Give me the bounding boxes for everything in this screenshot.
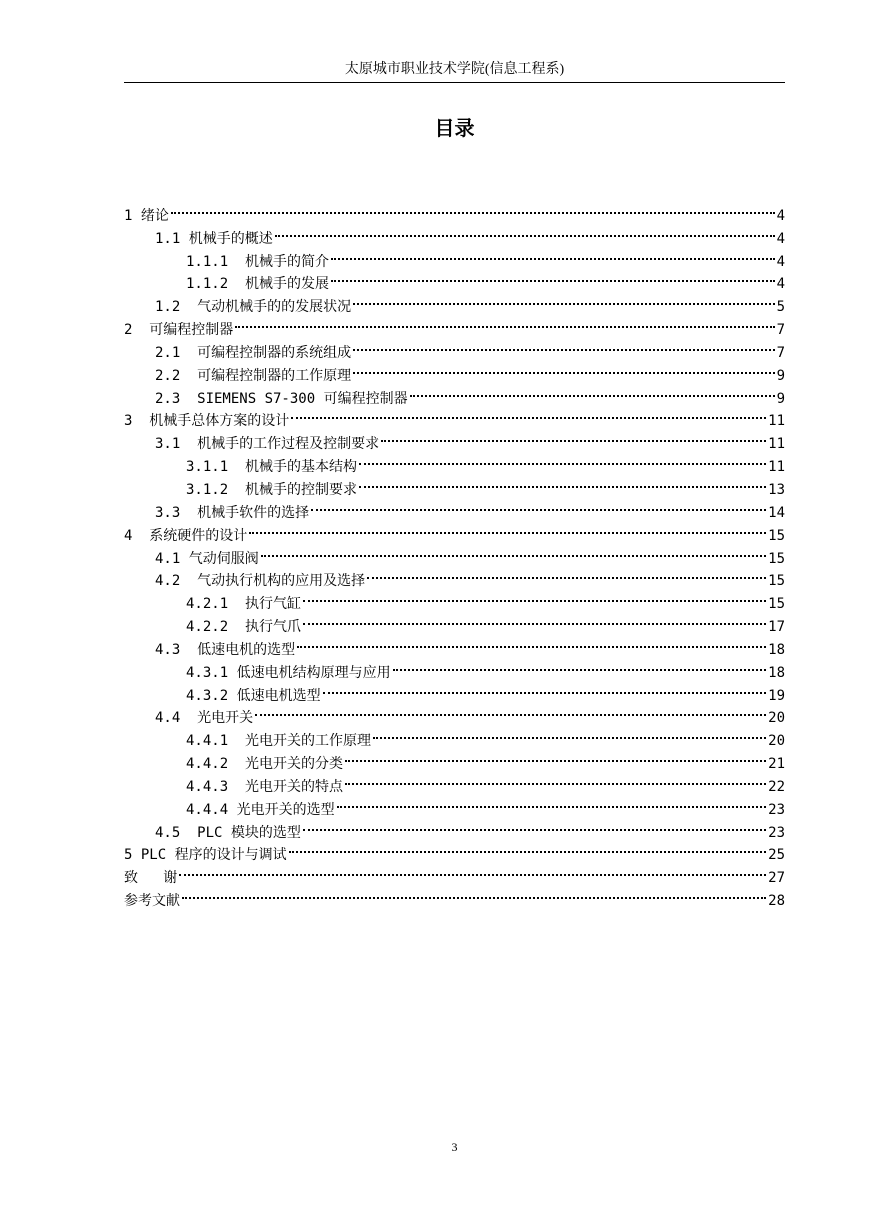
toc-entry-label: 3.1 机械手的工作过程及控制要求 (155, 436, 380, 453)
toc-dot-leader (359, 448, 766, 471)
toc-entry-page-number: 4 (776, 207, 785, 224)
toc-entry-label: 4.4.4 光电开关的选型 (186, 801, 335, 818)
toc-entry-label: 2.1 可编程控制器的系统组成 (155, 344, 352, 361)
toc-dot-leader (381, 425, 766, 448)
toc-entry[interactable] (124, 197, 785, 224)
toc-dot-leader (171, 197, 775, 220)
toc-entry-label: 致 谢 (124, 870, 178, 887)
toc-dot-leader (261, 540, 766, 563)
toc-entry-page-number: 11 (768, 413, 785, 430)
table-of-contents (124, 197, 785, 910)
toc-entry-label: 4.3.2 低速电机选型 (186, 687, 321, 704)
toc-dot-leader (345, 745, 766, 768)
header-divider (124, 82, 785, 83)
toc-dot-leader (337, 791, 767, 814)
toc-entry-page-number: 13 (768, 481, 785, 498)
toc-entry-page-number: 17 (768, 619, 785, 636)
toc-entry-page-number: 11 (768, 436, 785, 453)
toc-dot-leader (410, 380, 775, 403)
toc-entry-page-number: 20 (768, 710, 785, 727)
toc-dot-leader (331, 266, 775, 289)
toc-entry-label: 1 绪论 (124, 207, 169, 224)
toc-entry[interactable] (124, 220, 785, 247)
toc-entry-page-number: 5 (776, 299, 785, 316)
toc-entry-page-number: 18 (768, 641, 785, 658)
toc-entry-label: 4.4.1 光电开关的工作原理 (186, 733, 372, 750)
toc-entry-label: 3.1.2 机械手的控制要求 (186, 481, 358, 498)
toc-entry-label: 1.1 机械手的概述 (155, 230, 273, 247)
toc-dot-leader (353, 288, 774, 311)
toc-entry-page-number: 27 (768, 870, 785, 887)
toc-entry-page-number: 15 (768, 596, 785, 613)
toc-entry-label: 4.2.2 执行气爪 (186, 619, 302, 636)
toc-entry-page-number: 20 (768, 733, 785, 750)
page-title: 目录 (434, 116, 475, 140)
toc-entry[interactable] (124, 859, 785, 887)
toc-entry-page-number: 9 (776, 390, 785, 407)
toc-entry-label: 3 机械手总体方案的设计 (124, 413, 290, 430)
toc-dot-leader (303, 608, 766, 631)
toc-entry-label: 3.1.1 机械手的基本结构 (186, 459, 358, 476)
toc-dot-leader (289, 837, 767, 860)
toc-entry-label: 4.2.1 执行气缸 (186, 596, 302, 613)
toc-entry-label: 4.2 气动执行机构的应用及选择 (155, 573, 366, 590)
toc-entry-label: 1.1.2 机械手的发展 (186, 276, 330, 293)
toc-entry[interactable] (124, 882, 785, 910)
toc-entry-label: 2 可编程控制器 (124, 322, 234, 339)
toc-dot-leader (297, 631, 766, 654)
toc-dot-leader (275, 220, 775, 243)
toc-entry-page-number: 11 (768, 459, 785, 476)
toc-dot-leader (393, 654, 767, 677)
toc-dot-leader (303, 585, 766, 608)
toc-entry-page-number: 15 (768, 550, 785, 567)
toc-entry-label: 1.1.1 机械手的简介 (186, 253, 330, 270)
toc-entry-label: 5 PLC 程序的设计与调试 (124, 847, 287, 864)
toc-dot-leader (359, 471, 766, 494)
toc-entry-label: 2.3 SIEMENS S7-300 可编程控制器 (155, 390, 408, 407)
toc-entry-page-number: 4 (776, 276, 785, 293)
toc-dot-leader (373, 722, 766, 745)
toc-entry-page-number: 15 (768, 573, 785, 590)
toc-entry-page-number: 25 (768, 847, 785, 864)
toc-entry-page-number: 14 (768, 504, 785, 521)
running-header: 太原城市职业技术学院(信息工程系) (344, 62, 565, 77)
toc-entry-page-number: 18 (768, 664, 785, 681)
toc-entry-page-number: 23 (768, 801, 785, 818)
toc-entry-page-number: 7 (776, 322, 785, 339)
toc-dot-leader (179, 859, 766, 882)
toc-entry-label: 4.1 气动伺服阀 (155, 550, 259, 567)
toc-entry-label: 4 系统硬件的设计 (124, 527, 248, 544)
toc-dot-leader (345, 768, 766, 791)
toc-dot-leader (291, 403, 766, 426)
toc-dot-leader (331, 243, 775, 266)
toc-dot-leader (311, 494, 766, 517)
toc-entry-label: 3.3 机械手软件的选择 (155, 504, 310, 521)
toc-entry-page-number: 4 (776, 230, 785, 247)
toc-entry-page-number: 23 (768, 824, 785, 841)
toc-dot-leader (353, 357, 774, 380)
toc-dot-leader (235, 311, 774, 334)
toc-entry-page-number: 4 (776, 253, 785, 270)
toc-entry-page-number: 28 (768, 893, 785, 910)
toc-entry-label: 2.2 可编程控制器的工作原理 (155, 367, 352, 384)
toc-entry-page-number: 19 (768, 687, 785, 704)
toc-entry-label: 4.3.1 低速电机结构原理与应用 (186, 664, 391, 681)
toc-entry-label: 4.4 光电开关 (155, 710, 254, 727)
toc-dot-leader (255, 700, 766, 723)
toc-entry-page-number: 7 (776, 344, 785, 361)
toc-dot-leader (367, 563, 766, 586)
toc-entry-label: 4.4.3 光电开关的特点 (186, 778, 344, 795)
page-number: 3 (451, 1140, 458, 1154)
toc-dot-leader (353, 334, 774, 357)
toc-entry-label: 4.5 PLC 模块的选型 (155, 824, 301, 841)
toc-entry-page-number: 22 (768, 778, 785, 795)
toc-dot-leader (323, 677, 767, 700)
toc-entry-label: 4.3 低速电机的选型 (155, 641, 296, 658)
toc-entry-page-number: 21 (768, 756, 785, 773)
toc-entry-label: 4.4.2 光电开关的分类 (186, 756, 344, 773)
toc-dot-leader (303, 814, 766, 837)
toc-entry-page-number: 15 (768, 527, 785, 544)
toc-entry-page-number: 9 (776, 367, 785, 384)
toc-entry-label: 1.2 气动机械手的的发展状况 (155, 299, 352, 316)
toc-entry-label: 参考文献 (124, 893, 180, 910)
toc-dot-leader (182, 882, 766, 905)
toc-dot-leader (249, 517, 766, 540)
